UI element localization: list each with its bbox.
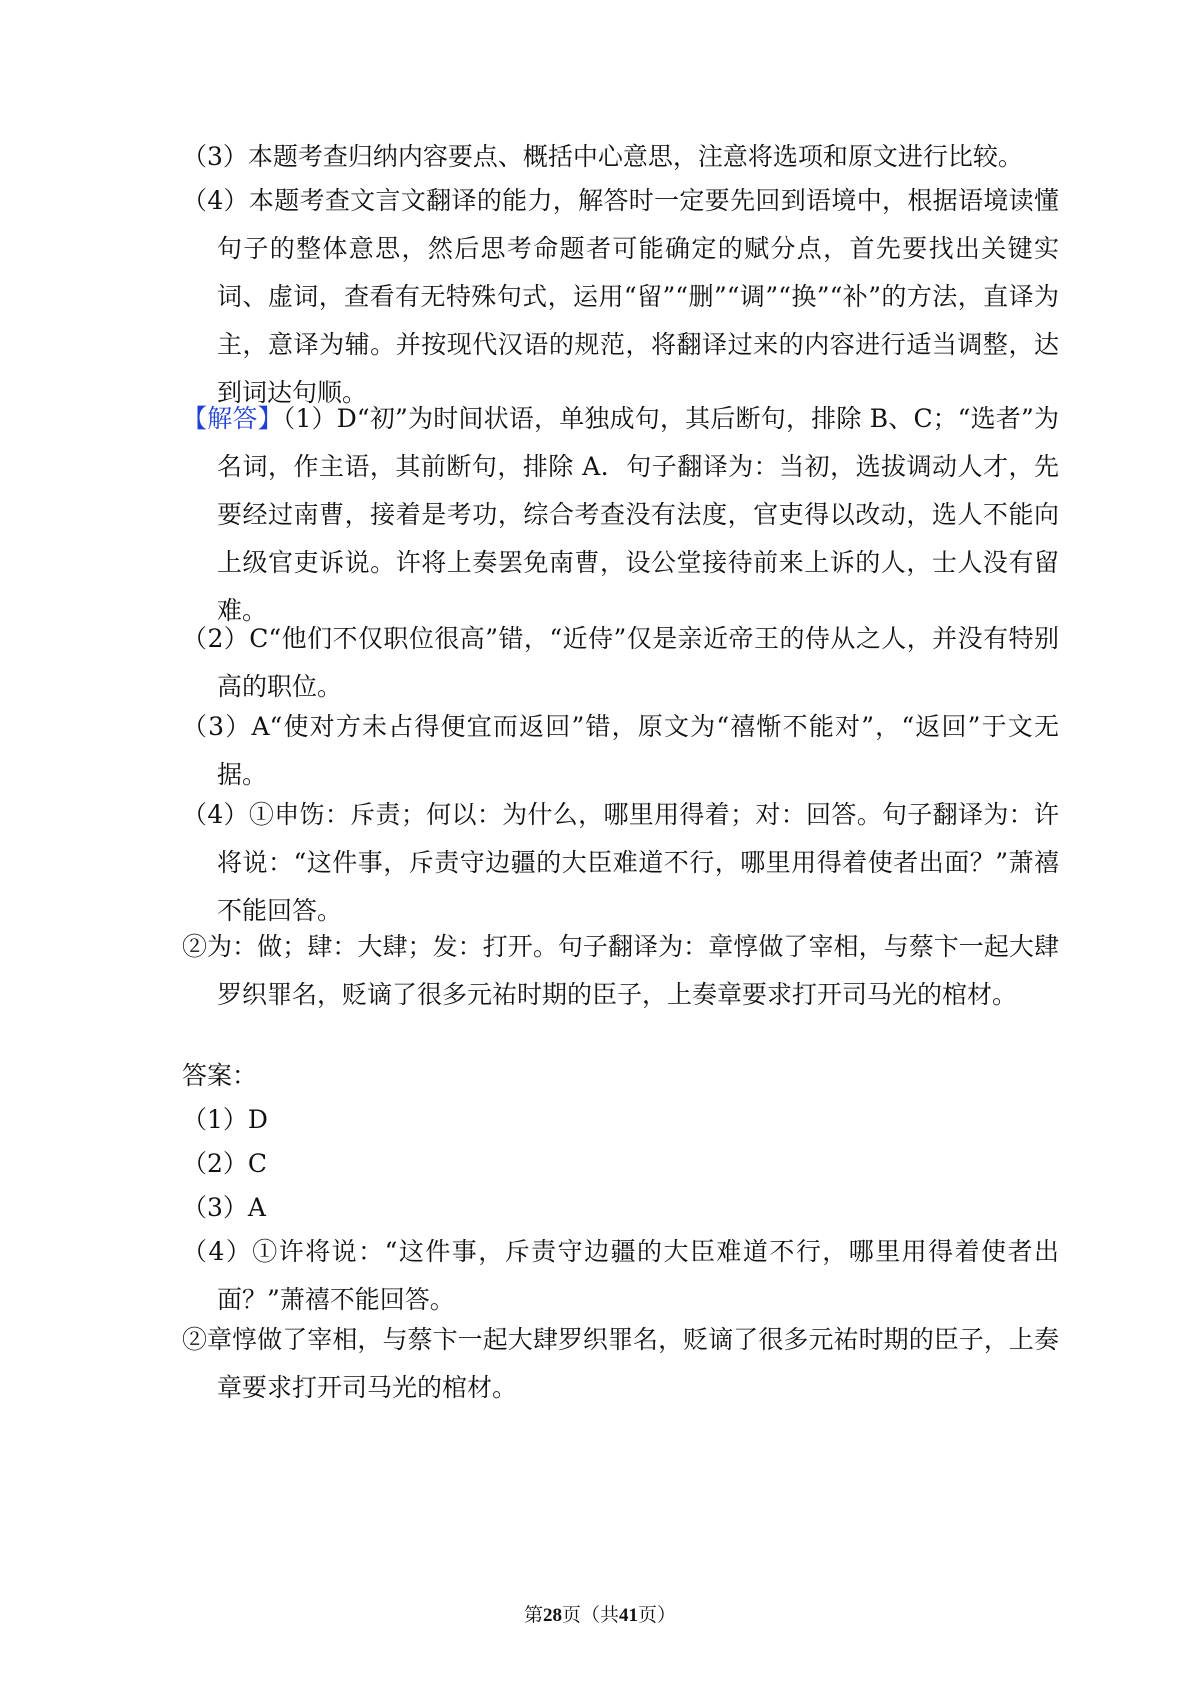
footer-prefix: 第: [523, 1605, 543, 1626]
analysis-item-3: （3）本题考查归纳内容要点、概括中心意思，注意将选项和原文进行比较。: [182, 142, 1023, 171]
footer-page-number: 28: [542, 1605, 562, 1626]
page-footer: [0, 1600, 1200, 1627]
footer-suffix: 页）: [638, 1605, 677, 1626]
solution-item-4b: ②为：做；肆：大肆；发：打开。句子翻译为：章惇做了宰相，与蔡卞一起大肆罗织罪名，贬谪了很多元祐时期的臣子，上奏章要求打开司马光的棺材。: [182, 932, 1059, 1009]
answer-4b: ②章惇做了宰相，与蔡卞一起大肆罗织罪名，贬谪了很多元祐时期的臣子，上奏章要求打开司马光的棺材。: [182, 1325, 1059, 1402]
solution-item-1-text: （1）D“初”为时间状语，单独成句，其后断句，排除 B、C；“选者”为名词，作主语，其前断句，排除 A．句子翻译为：当初，选拔调动人才，先要经过南曹，接着是考功，综合考查没有法度，官吏得以改动，选人不能向上级官吏诉说。许将上奏罢免南曹，设公堂接待前来上诉的人，士人没有留难。: [217, 404, 1059, 625]
footer-mid: 页（共: [561, 1605, 619, 1626]
answer-4a: （4）①许将说：“这件事，斥责守边疆的大臣难道不行，哪里用得着使者出面？”萧禧不能回答。: [182, 1237, 1059, 1314]
solution-item-1: [182, 395, 1059, 635]
answer-2: （2）C: [182, 1149, 268, 1178]
solution-item-3: （3）A“使对方未占得便宜而返回”错，原文为“禧惭不能对”，“返回”于文无据。: [182, 712, 1059, 789]
answer-1: （1）D: [182, 1105, 268, 1134]
answers-heading: 答案：: [182, 1061, 258, 1090]
footer-total-pages: 41: [619, 1605, 638, 1626]
solution-item-2: （2）C“他们不仅职位很高”错，“近侍”仅是亲近帝王的侍从之人，并没有特别高的职位。: [182, 624, 1059, 701]
analysis-item-4: （4）本题考查文言文翻译的能力，解答时一定要先回到语境中，根据语境读懂句子的整体意思，然后思考命题者可能确定的赋分点，首先要找出关键实词、虚词，查看有无特殊句式，运用“留”“删”“调”“换”“补”的方法，直译为主，意译为辅。并按现代汉语的规范，将翻译过来的内容进行适当调整，达到词达句顺。: [182, 186, 1059, 407]
solution-item-4a: （4）①申饬：斥责；何以：为什么，哪里用得着；对：回答。句子翻译为：许将说：“这件事，斥责守边疆的大臣难道不行，哪里用得着使者出面？”萧禧不能回答。: [182, 800, 1059, 925]
answer-3: （3）A: [182, 1193, 266, 1222]
solution-label: 【解答】: [182, 404, 283, 433]
